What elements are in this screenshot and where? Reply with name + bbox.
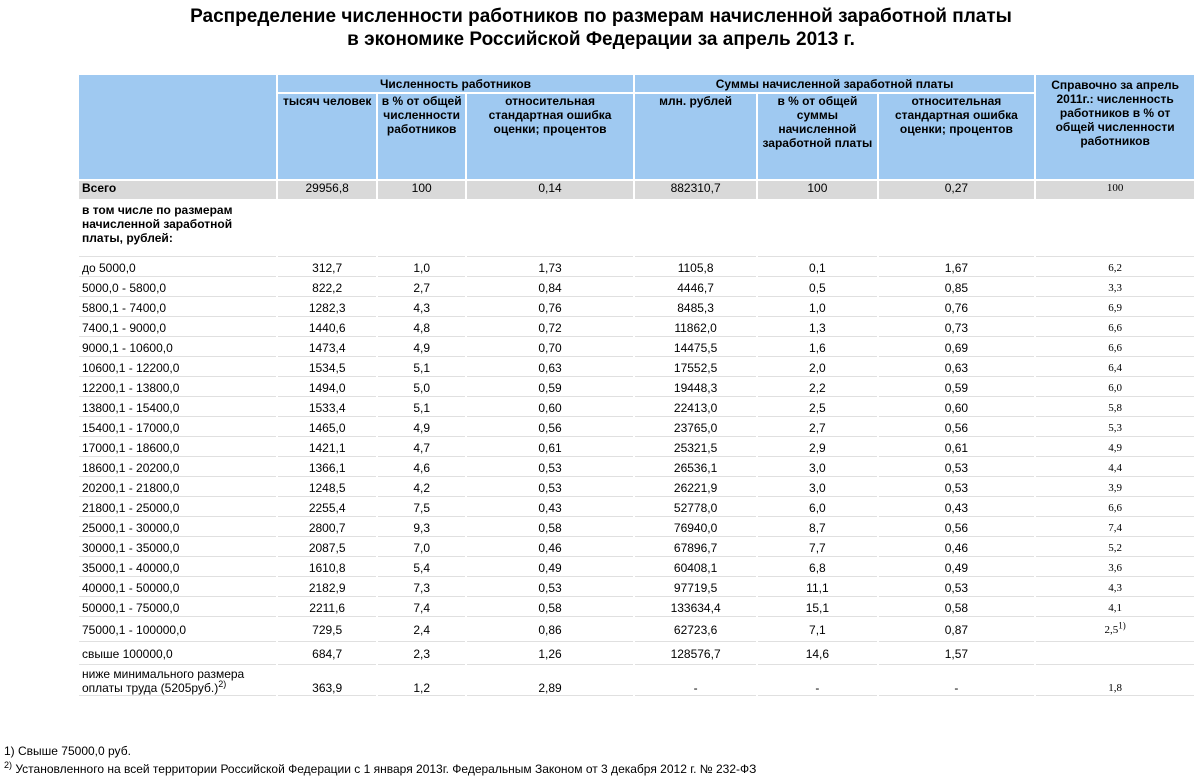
row-label: 5000,0 - 5800,0 [79, 279, 276, 297]
cell-err2: 0,53 [879, 479, 1035, 497]
cell-pct-sum: 2,7 [758, 419, 876, 437]
header-rel-err-sums: относительная стандартная ошибка оценки; процентов [879, 94, 1035, 179]
cell-thousand: 1473,4 [278, 339, 376, 357]
row-label: 75000,1 - 100000,0 [79, 619, 276, 642]
cell-pct-sum: 3,0 [758, 479, 876, 497]
cell-err2: 1,57 [879, 644, 1035, 665]
row-label: 15400,1 - 17000,0 [79, 419, 276, 437]
table-row [79, 299, 1194, 317]
header-thousand-people: тысяч человек [278, 94, 376, 179]
cell-thousand: 312,7 [278, 259, 376, 277]
cell-mln: 22413,0 [635, 399, 756, 417]
cell-thousand: 2255,4 [278, 499, 376, 517]
row-label: 7400,1 - 9000,0 [79, 319, 276, 337]
cell-mln: 67896,7 [635, 539, 756, 557]
table-row [79, 499, 1194, 517]
cell-thousand: 2211,6 [278, 599, 376, 617]
cell-mln: 25321,5 [635, 439, 756, 457]
cell-thousand: 1366,1 [278, 459, 376, 477]
table-row [79, 399, 1194, 417]
cell-thousand: 2800,7 [278, 519, 376, 537]
cell-err2: 0,60 [879, 399, 1035, 417]
cell-pct-sum: - [758, 667, 876, 696]
cell-pct: 1,2 [378, 667, 465, 696]
cell-pct-sum: 14,6 [758, 644, 876, 665]
cell-pct: 5,1 [378, 359, 465, 377]
footnote-2-text: Установленного на всей территории Российской Федерации с 1 января 2013г. Федеральным Законом от 3 декабря 2012 г. № 232-ФЗ [12, 762, 757, 776]
cell-mln: 76940,0 [635, 519, 756, 537]
cell-err1: 0,86 [467, 619, 633, 642]
row-label: 13800,1 - 15400,0 [79, 399, 276, 417]
subheader-label: в том числе по размерам начисленной заработной платы, рублей: [79, 201, 276, 257]
cell-pct: 4,6 [378, 459, 465, 477]
subheader-row [79, 201, 1194, 257]
cell-ref: 4,3 [1036, 579, 1194, 597]
cell-ref: 3,3 [1036, 279, 1194, 297]
footnote-mark-1: 1) [1118, 620, 1126, 631]
cell-ref: 4,1 [1036, 599, 1194, 617]
cell-pct-sum: 2,5 [758, 399, 876, 417]
cell-err1: 0,53 [467, 479, 633, 497]
footnote-1: 1) Свыше 75000,0 руб. [4, 744, 131, 758]
cell-err1: 0,53 [467, 579, 633, 597]
table-row [79, 259, 1194, 277]
cell-err1: 2,89 [467, 667, 633, 696]
cell-pct: 4,2 [378, 479, 465, 497]
cell-err2: 0,43 [879, 499, 1035, 517]
row-label [79, 667, 276, 696]
cell-mln: 17552,5 [635, 359, 756, 377]
row-label-line-1: ниже минимального размера [82, 667, 245, 681]
table-row-below-minimum [79, 667, 1194, 696]
cell-thousand: 363,9 [278, 667, 376, 696]
empty-cell [879, 201, 1035, 257]
cell-thousand: 1494,0 [278, 379, 376, 397]
cell-err2: 0,56 [879, 519, 1035, 537]
cell-err2: - [879, 667, 1035, 696]
cell-pct-sum: 3,0 [758, 459, 876, 477]
table-row [79, 359, 1194, 377]
footnotes [4, 742, 756, 778]
title-line-2: в экономике Российской Федерации за апрель 2013 г. [347, 29, 855, 50]
cell-pct-sum: 1,0 [758, 299, 876, 317]
cell-err2: 0,59 [879, 379, 1035, 397]
total-row [79, 181, 1194, 199]
cell-pct-sum: 7,1 [758, 619, 876, 642]
cell-err2: 0,27 [879, 181, 1035, 199]
table-row [79, 579, 1194, 597]
cell-pct-sum: 0,5 [758, 279, 876, 297]
cell-mln: 52778,0 [635, 499, 756, 517]
empty-cell [758, 201, 876, 257]
row-label: 30000,1 - 35000,0 [79, 539, 276, 557]
cell-err1: 0,49 [467, 559, 633, 577]
cell-thousand: 29956,8 [278, 181, 376, 199]
cell-err2: 0,56 [879, 419, 1035, 437]
cell-pct: 1,0 [378, 259, 465, 277]
row-label: 18600,1 - 20200,0 [79, 459, 276, 477]
cell-err1: 0,56 [467, 419, 633, 437]
cell-ref: 7,4 [1036, 519, 1194, 537]
cell-ref: 5,2 [1036, 539, 1194, 557]
table-row [79, 439, 1194, 457]
table-row [79, 599, 1194, 617]
table-row [79, 539, 1194, 557]
cell-mln: 26536,1 [635, 459, 756, 477]
cell-thousand: 1533,4 [278, 399, 376, 417]
row-label: 40000,1 - 50000,0 [79, 579, 276, 597]
cell-ref [1036, 619, 1194, 642]
cell-err2: 0,49 [879, 559, 1035, 577]
cell-pct-sum: 6,8 [758, 559, 876, 577]
cell-pct-sum: 0,1 [758, 259, 876, 277]
cell-pct-sum: 2,0 [758, 359, 876, 377]
header-rel-err-workers: относительная стандартная ошибка оценки; процентов [467, 94, 633, 179]
cell-pct-sum: 100 [758, 181, 876, 199]
row-label: 50000,1 - 75000,0 [79, 599, 276, 617]
wage-rows [79, 259, 1194, 617]
header-row-groups [79, 75, 1194, 92]
header-reference: Справочно за апрель 2011г.: численность работников в % от общей численности работников [1036, 75, 1194, 179]
cell-err1: 0,76 [467, 299, 633, 317]
cell-ref: 100 [1036, 181, 1194, 199]
cell-pct-sum: 1,6 [758, 339, 876, 357]
cell-err1: 0,14 [467, 181, 633, 199]
cell-ref: 6,2 [1036, 259, 1194, 277]
cell-err2: 0,63 [879, 359, 1035, 377]
row-label: Всего [79, 181, 276, 199]
cell-thousand: 2182,9 [278, 579, 376, 597]
cell-err1: 0,70 [467, 339, 633, 357]
row-label: 9000,1 - 10600,0 [79, 339, 276, 357]
header-pct-workers: в % от общей численности работников [378, 94, 465, 179]
cell-thousand: 1282,3 [278, 299, 376, 317]
cell-err2: 1,67 [879, 259, 1035, 277]
cell-err1: 0,84 [467, 279, 633, 297]
row-label: свыше 100000,0 [79, 644, 276, 665]
row-label: 5800,1 - 7400,0 [79, 299, 276, 317]
cell-mln: 133634,4 [635, 599, 756, 617]
cell-err1: 0,72 [467, 319, 633, 337]
cell-pct: 4,8 [378, 319, 465, 337]
row-label: 21800,1 - 25000,0 [79, 499, 276, 517]
cell-err2: 0,53 [879, 459, 1035, 477]
row-label: 25000,1 - 30000,0 [79, 519, 276, 537]
cell-pct: 7,4 [378, 599, 465, 617]
cell-pct: 5,1 [378, 399, 465, 417]
header-mln-rub: млн. рублей [635, 94, 756, 179]
cell-err2: 0,85 [879, 279, 1035, 297]
row-label: 10600,1 - 12200,0 [79, 359, 276, 377]
cell-ref: 5,3 [1036, 419, 1194, 437]
cell-thousand: 1248,5 [278, 479, 376, 497]
table-row [79, 419, 1194, 437]
cell-err1: 0,53 [467, 459, 633, 477]
cell-mln: 23765,0 [635, 419, 756, 437]
cell-thousand: 822,2 [278, 279, 376, 297]
cell-ref: 3,9 [1036, 479, 1194, 497]
cell-ref: 6,4 [1036, 359, 1194, 377]
cell-pct-sum: 11,1 [758, 579, 876, 597]
cell-err2: 0,58 [879, 599, 1035, 617]
cell-thousand: 1465,0 [278, 419, 376, 437]
table-row [79, 339, 1194, 357]
cell-ref: 6,6 [1036, 319, 1194, 337]
cell-pct-sum: 1,3 [758, 319, 876, 337]
cell-thousand: 1610,8 [278, 559, 376, 577]
cell-pct: 2,3 [378, 644, 465, 665]
wage-distribution-table [77, 73, 1196, 698]
cell-pct: 5,0 [378, 379, 465, 397]
cell-pct: 4,9 [378, 419, 465, 437]
cell-ref: 6,0 [1036, 379, 1194, 397]
empty-cell [467, 201, 633, 257]
cell-thousand: 684,7 [278, 644, 376, 665]
cell-mln: 19448,3 [635, 379, 756, 397]
cell-pct-sum: 8,7 [758, 519, 876, 537]
cell-pct: 2,4 [378, 619, 465, 642]
empty-cell [1036, 201, 1194, 257]
empty-cell [278, 201, 376, 257]
cell-pct: 4,7 [378, 439, 465, 457]
cell-ref: 4,4 [1036, 459, 1194, 477]
cell-thousand: 1440,6 [278, 319, 376, 337]
cell-ref: 3,6 [1036, 559, 1194, 577]
cell-mln: 62723,6 [635, 619, 756, 642]
cell-mln: 14475,5 [635, 339, 756, 357]
cell-ref [1036, 644, 1194, 665]
table-row-over-100000 [79, 644, 1194, 665]
cell-mln: 60408,1 [635, 559, 756, 577]
cell-pct-sum: 7,7 [758, 539, 876, 557]
header-corner [79, 75, 276, 179]
table-row-75000 [79, 619, 1194, 642]
row-label: 35000,1 - 40000,0 [79, 559, 276, 577]
header-group-workers: Численность работников [278, 75, 633, 92]
table-row [79, 559, 1194, 577]
cell-mln: 8485,3 [635, 299, 756, 317]
cell-mln: 26221,9 [635, 479, 756, 497]
cell-mln: 4446,7 [635, 279, 756, 297]
cell-err2: 0,69 [879, 339, 1035, 357]
cell-thousand: 1421,1 [278, 439, 376, 457]
cell-mln: - [635, 667, 756, 696]
header-pct-sum: в % от общей суммы начисленной заработной платы [758, 94, 876, 179]
cell-pct: 4,9 [378, 339, 465, 357]
footnote-2-mark: 2) [4, 760, 13, 770]
cell-mln: 11862,0 [635, 319, 756, 337]
cell-mln: 882310,7 [635, 181, 756, 199]
footnote-2 [4, 760, 756, 778]
table-row [79, 479, 1194, 497]
cell-err1: 0,60 [467, 399, 633, 417]
cell-thousand: 2087,5 [278, 539, 376, 557]
cell-ref: 6,9 [1036, 299, 1194, 317]
cell-pct: 7,0 [378, 539, 465, 557]
cell-err2: 0,46 [879, 539, 1035, 557]
cell-err2: 0,87 [879, 619, 1035, 642]
cell-thousand: 729,5 [278, 619, 376, 642]
row-label: до 5000,0 [79, 259, 276, 277]
cell-pct-sum: 2,2 [758, 379, 876, 397]
cell-err1: 0,46 [467, 539, 633, 557]
cell-err1: 0,58 [467, 599, 633, 617]
row-label: 17000,1 - 18600,0 [79, 439, 276, 457]
cell-pct: 4,3 [378, 299, 465, 317]
cell-thousand: 1534,5 [278, 359, 376, 377]
cell-mln: 97719,5 [635, 579, 756, 597]
cell-ref: 6,6 [1036, 339, 1194, 357]
cell-err2: 0,73 [879, 319, 1035, 337]
cell-err1: 0,59 [467, 379, 633, 397]
title-line-1: Распределение численности работников по размерам начисленной заработной платы [190, 6, 1012, 27]
cell-ref: 6,6 [1036, 499, 1194, 517]
row-label-line-2: оплаты труда (5205руб.) [82, 681, 219, 695]
empty-cell [635, 201, 756, 257]
cell-ref: 5,8 [1036, 399, 1194, 417]
cell-pct: 7,5 [378, 499, 465, 517]
cell-pct: 9,3 [378, 519, 465, 537]
cell-err2: 0,76 [879, 299, 1035, 317]
cell-pct: 100 [378, 181, 465, 199]
row-label: 20200,1 - 21800,0 [79, 479, 276, 497]
cell-pct: 5,4 [378, 559, 465, 577]
table-row [79, 459, 1194, 477]
table-row [79, 519, 1194, 537]
ref-value: 2,5 [1104, 624, 1119, 636]
cell-err1: 0,43 [467, 499, 633, 517]
cell-err2: 0,53 [879, 579, 1035, 597]
cell-err1: 1,26 [467, 644, 633, 665]
cell-err1: 1,73 [467, 259, 633, 277]
table-row [79, 279, 1194, 297]
cell-err1: 0,61 [467, 439, 633, 457]
cell-pct-sum: 15,1 [758, 599, 876, 617]
cell-err2: 0,61 [879, 439, 1035, 457]
cell-err1: 0,63 [467, 359, 633, 377]
header-group-sums: Суммы начисленной заработной платы [635, 75, 1034, 92]
footnote-mark-2: 2) [218, 679, 227, 689]
cell-mln: 1105,8 [635, 259, 756, 277]
cell-pct: 7,3 [378, 579, 465, 597]
page-title [0, 5, 1202, 51]
cell-pct-sum: 6,0 [758, 499, 876, 517]
row-label: 12200,1 - 13800,0 [79, 379, 276, 397]
cell-err1: 0,58 [467, 519, 633, 537]
table-row [79, 319, 1194, 337]
cell-mln: 128576,7 [635, 644, 756, 665]
cell-pct: 2,7 [378, 279, 465, 297]
empty-cell [378, 201, 465, 257]
cell-ref: 1,8 [1036, 667, 1194, 696]
cell-ref: 4,9 [1036, 439, 1194, 457]
cell-pct-sum: 2,9 [758, 439, 876, 457]
table-row [79, 379, 1194, 397]
